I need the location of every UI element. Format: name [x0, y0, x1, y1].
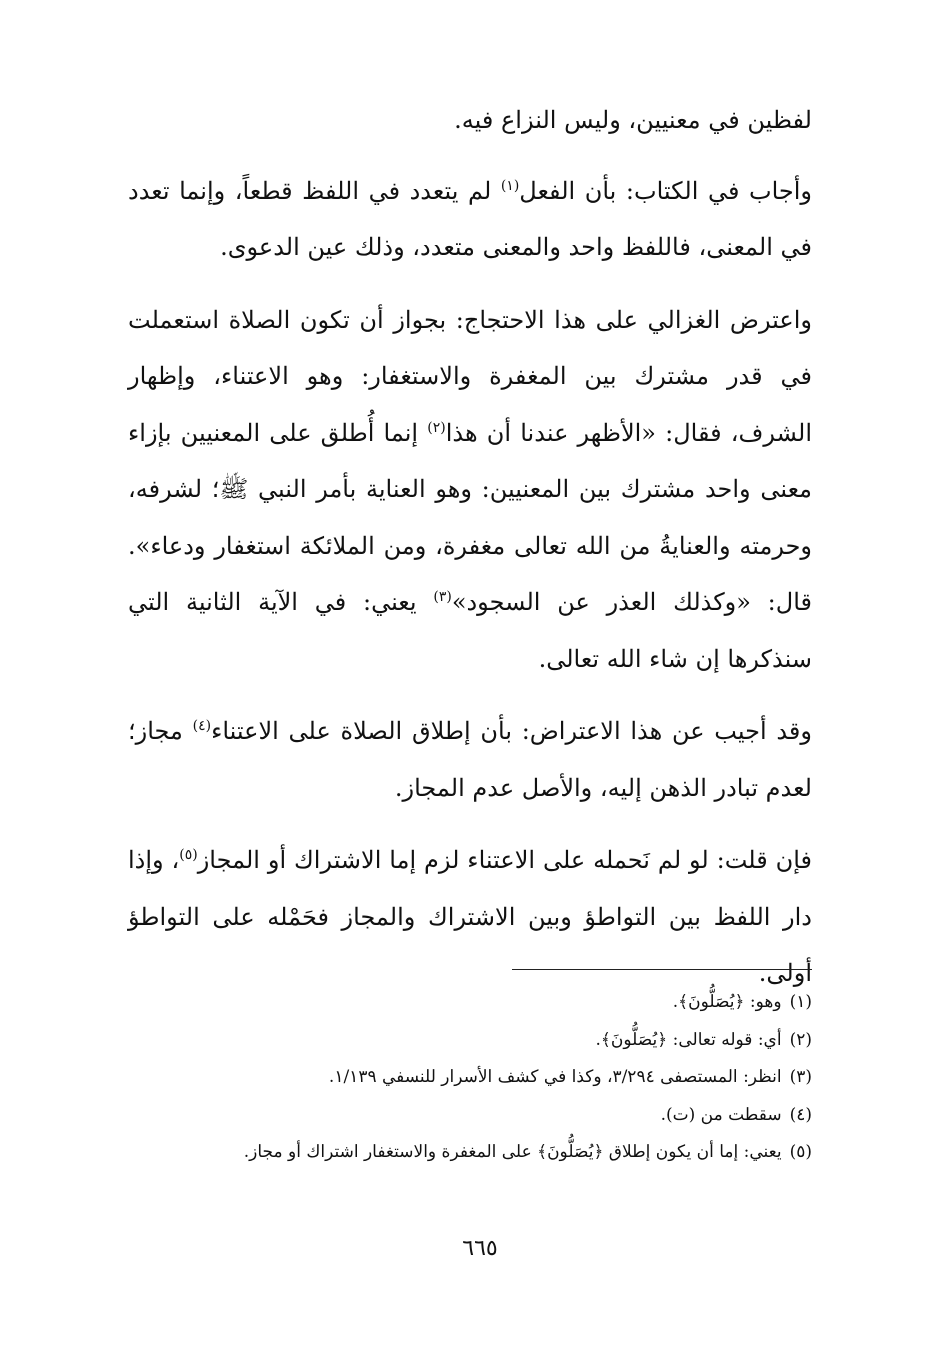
paragraph-3-text-c: يعني: في الآية الثانية التي سنذكرها إن شاء الله تعالى.	[128, 588, 812, 673]
footnotes	[128, 984, 812, 1172]
footnote-3	[128, 1059, 812, 1097]
footnote-number: (١)	[789, 992, 812, 1012]
footnote-ref-3: (٣)	[433, 589, 452, 605]
footnote-ref-5: (٥)	[179, 847, 198, 863]
footnote-ref-4: (٤)	[192, 718, 212, 734]
footnote-ref-2: (٢)	[427, 419, 446, 436]
paragraph-2-text-b: لم يتعدد في اللفظ قطعاً، وإنما تعدد في المعنى، فاللفظ واحد والمعنى متعدد، وذلك عين الدعوى.	[128, 176, 812, 261]
paragraph-4-text-b: مجاز؛ لعدم تبادر الذهن إليه، والأصل عدم المجاز.	[128, 717, 812, 802]
paragraph-5-text-b: ، وإذا دار اللفظ بين التواطؤ وبين الاشتراك والمجاز فحَمْله على التواطؤ أولى.	[128, 846, 812, 987]
footnote-text: سقطت من (ت).	[660, 1104, 782, 1125]
paragraph-1-text: لفظين في معنيين، وليس النزاع فيه.	[454, 106, 812, 134]
footnote-5	[128, 1134, 812, 1172]
footnote-2	[128, 1022, 812, 1060]
footnote-4	[128, 1097, 812, 1135]
footnote-number: (٤)	[789, 1104, 812, 1125]
footnote-ref-1: (١)	[500, 177, 520, 194]
footnote-separator	[512, 969, 812, 970]
paragraph-3-text-a: واعترض الغزالي على هذا الاحتجاج: بجواز أن تكون الصلاة استعملت في قدر مشترك بين المغفرة والاستغفار: وهو الاعتناء، وإظهار الشرف، فقال: «الأظهر عندنا أن هذا	[128, 305, 812, 447]
paragraph-4	[128, 703, 812, 816]
paragraph-2-text-a: وأجاب في الكتاب: بأن الفعل	[519, 176, 812, 205]
footnote-text: انظر: المستصفى ٣/٢٩٤، وكذا في كشف الأسرار للنسفي ١/١٣٩.	[328, 1067, 782, 1087]
footnote-number: (٣)	[789, 1067, 812, 1087]
paragraph-5	[128, 832, 812, 1002]
paragraph-4-text-a: وقد أجيب عن هذا الاعتراض: بأن إطلاق الصلاة على الاعتناء	[211, 717, 812, 745]
footnote-text: يعني: إما أن يكون إطلاق ﴿يُصَلُّونَ﴾ على المغفرة والاستغفار اشتراك أو مجاز.	[243, 1142, 782, 1162]
paragraph-3-text-b: إنما أُطلق على المعنيين بإزاء معنى واحد مشترك بين المعنيين: وهو العناية بأمر النبي ﷺ؛ لشرفه، وحرمته والعنايةُ من الله تعالى مغفرة، ومن الملائكة استغفار ودعاء». قال: «وكذلك العذر عن السجود»	[128, 418, 812, 616]
footnote-number: (٥)	[789, 1142, 812, 1162]
footnote-text: أي: قوله تعالى: ﴿يُصَلُّونَ﴾.	[595, 1029, 782, 1050]
footnote-number: (٢)	[789, 1029, 812, 1050]
page-number: ٦٦٥	[462, 1236, 498, 1261]
paragraph-2	[128, 163, 812, 276]
main-text	[128, 92, 812, 1018]
paragraph-3	[128, 292, 812, 688]
paragraph-1	[128, 92, 812, 149]
footnote-1	[128, 984, 812, 1022]
paragraph-5-text-a: فإن قلت: لو لم نَحمله على الاعتناء لزم إما الاشتراك أو المجاز	[197, 846, 812, 874]
footnote-text: وهو: ﴿يُصَلُّونَ﴾.	[672, 992, 782, 1012]
